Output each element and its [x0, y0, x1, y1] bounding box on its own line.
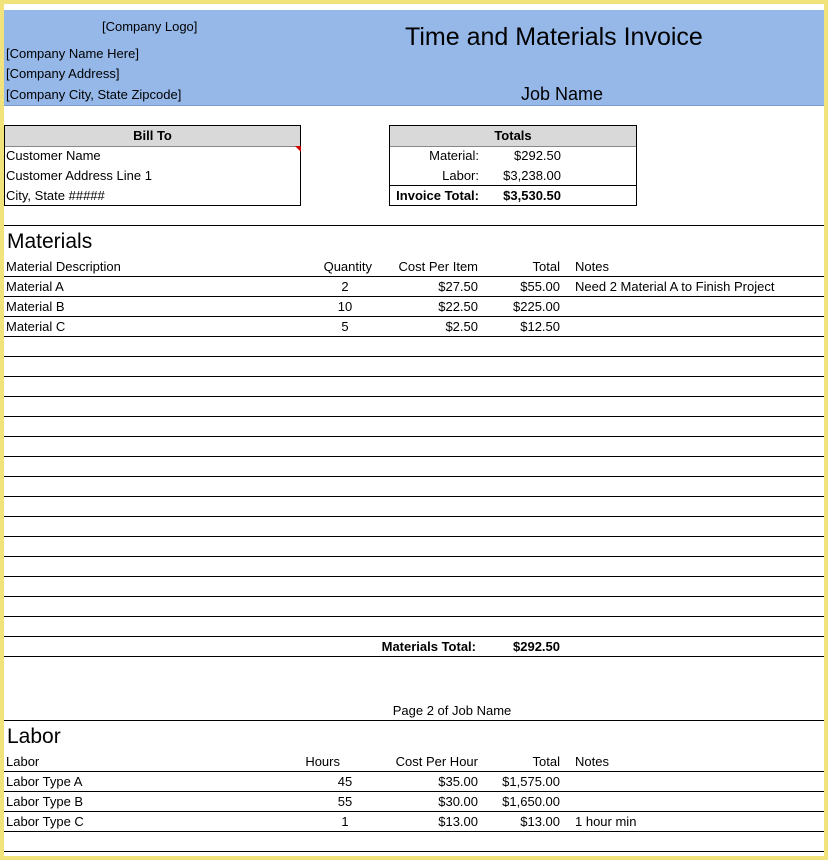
- material-row-cost: $22.50: [438, 299, 478, 314]
- labor-row-description: Labor Type A: [6, 774, 83, 789]
- materials-empty-row-rule: [4, 476, 824, 477]
- comment-marker-icon: [295, 146, 301, 152]
- materials-empty-row-rule: [4, 356, 824, 357]
- invoice-total-value: $3,530.50: [503, 188, 561, 203]
- company-city: [Company City, State Zipcode]: [6, 87, 182, 102]
- labor-total-label: Labor:: [442, 168, 479, 183]
- materials-empty-row-rule: [4, 616, 824, 617]
- materials-col-quantity: Quantity: [323, 259, 372, 274]
- company-name: [Company Name Here]: [6, 46, 139, 61]
- material-total-value: $292.50: [514, 148, 561, 163]
- labor-row-rule: [4, 851, 824, 852]
- materials-empty-row-rule: [4, 596, 824, 597]
- materials-total-value: $292.50: [513, 639, 560, 654]
- material-row-quantity: 2: [341, 279, 349, 294]
- materials-empty-row-rule: [4, 496, 824, 497]
- materials-empty-row-rule: [4, 336, 824, 337]
- job-name: Job Name: [521, 84, 604, 104]
- customer-address: Customer Address Line 1: [6, 168, 152, 183]
- materials-empty-row-rule: [4, 556, 824, 557]
- labor-row-total: $13.00: [520, 814, 560, 829]
- materials-empty-row-rule: [4, 376, 824, 377]
- customer-name: Customer Name: [6, 148, 101, 163]
- materials-col-notes: Notes: [575, 259, 609, 274]
- company-address: [Company Address]: [6, 66, 120, 81]
- labor-top-rule: [4, 720, 824, 721]
- page-footer: Page 2 of Job Name: [392, 703, 512, 718]
- material-row-description: Material C: [6, 319, 66, 334]
- labor-total-value: $3,238.00: [503, 168, 561, 183]
- labor-col-cost: Cost Per Hour: [395, 754, 478, 769]
- labor-row-hours: 45: [337, 774, 353, 789]
- materials-bottom-rule: [4, 656, 824, 657]
- materials-col-total: Total: [532, 259, 560, 274]
- materials-empty-row-rule: [4, 436, 824, 437]
- labor-col-description: Labor: [6, 754, 40, 769]
- materials-col-cost: Cost Per Item: [398, 259, 478, 274]
- materials-col-description: Material Description: [6, 259, 121, 274]
- totals-heading: Totals: [390, 126, 636, 147]
- material-row-quantity: 10: [337, 299, 353, 314]
- materials-empty-row-rule: [4, 516, 824, 517]
- labor-row-notes: 1 hour min: [575, 814, 637, 829]
- labor-col-total: Total: [532, 754, 560, 769]
- invoice-title: Time and Materials Invoice: [405, 23, 703, 51]
- labor-title: Labor: [7, 725, 61, 748]
- labor-row-description: Labor Type B: [6, 794, 84, 809]
- material-row-total: $225.00: [513, 299, 560, 314]
- materials-empty-row-rule: [4, 456, 824, 457]
- material-row-description: Material A: [6, 279, 64, 294]
- materials-empty-row-rule: [4, 396, 824, 397]
- materials-top-rule: [4, 225, 824, 226]
- labor-row-total: $1,650.00: [502, 794, 560, 809]
- invoice-total-label: Invoice Total:: [396, 188, 479, 203]
- company-logo-placeholder: [Company Logo]: [102, 19, 198, 34]
- materials-title: Materials: [7, 230, 93, 253]
- materials-empty-row-rule: [4, 536, 824, 537]
- material-row-cost: $2.50: [445, 319, 478, 334]
- labor-row-cost: $13.00: [438, 814, 478, 829]
- material-row-quantity: 5: [341, 319, 349, 334]
- labor-col-notes: Notes: [575, 754, 609, 769]
- material-total-label: Material:: [429, 148, 479, 163]
- labor-row-cost: $30.00: [438, 794, 478, 809]
- labor-row-hours: 55: [337, 794, 353, 809]
- materials-total-label: Materials Total:: [381, 639, 476, 654]
- materials-empty-row-rule: [4, 576, 824, 577]
- materials-empty-row-rule: [4, 416, 824, 417]
- material-row-description: Material B: [6, 299, 65, 314]
- bill-to-heading: Bill To: [5, 126, 300, 147]
- labor-row-total: $1,575.00: [502, 774, 560, 789]
- labor-row-description: Labor Type C: [6, 814, 84, 829]
- material-row-total: $12.50: [520, 319, 560, 334]
- material-row-cost: $27.50: [438, 279, 478, 294]
- labor-row-cost: $35.00: [438, 774, 478, 789]
- labor-row-rule: [4, 831, 824, 832]
- customer-city-state: City, State #####: [6, 188, 105, 203]
- material-row-notes: Need 2 Material A to Finish Project: [575, 279, 775, 294]
- labor-col-hours: Hours: [305, 754, 340, 769]
- material-row-total: $55.00: [520, 279, 560, 294]
- labor-row-hours: 1: [341, 814, 349, 829]
